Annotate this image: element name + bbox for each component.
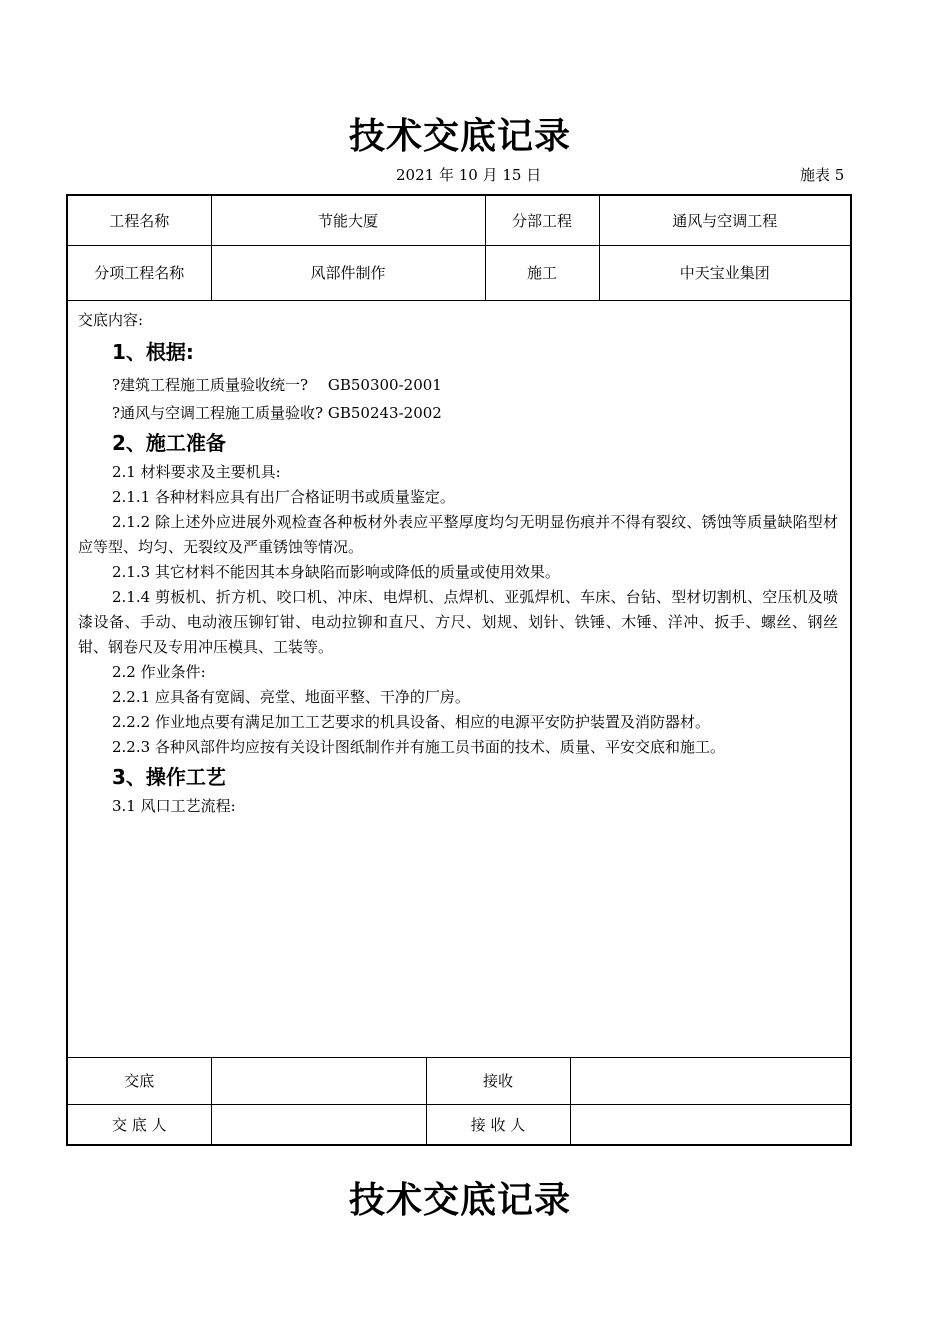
receive-person-label: 接 收 人 (426, 1104, 570, 1144)
record-date: 2021 年 10 月 15 日 (396, 166, 542, 184)
construction-value: 中天宝业集团 (599, 245, 850, 300)
subitem-value: 风部件制作 (211, 245, 485, 300)
para-2-1: 2.1 材料要求及主要机具: (112, 463, 281, 481)
project-info-table (68, 196, 850, 301)
handover-label: 交底 (68, 1058, 211, 1104)
receive-field[interactable] (570, 1058, 850, 1104)
document-title: 技术交底记录 (348, 116, 571, 157)
para-2-1-4: 2.1.4 剪板机、折方机、咬口机、冲床、电焊机、点焊机、亚弧焊机、车床、台钻、型材切割机、空压机及喷漆设备、手动、电动液压铆钉钳、电动拉铆和直尺、方尺、划规、划针、铁锤、木锤、洋冲、扳手、螺丝、钢丝钳、钢卷尺及专用冲压模具、工装等。 (78, 588, 838, 656)
para-2-1-3: 2.1.3 其它材料不能因其本身缺陷而影响或降低的质量或使用效果。 (112, 563, 560, 581)
record-form (66, 194, 852, 1146)
reference-1: ?建筑工程施工质量验收统一? GB50300-2001 (112, 376, 442, 394)
reference-2: ?通风与空调工程施工质量验收? GB50243-2002 (112, 404, 442, 422)
construction-label: 施工 (485, 245, 599, 300)
para-2-2-2: 2.2.2 作业地点要有满足加工工艺要求的机具设备、相应的电源平安防护装置及消防器材。 (112, 713, 710, 731)
signature-table (68, 1058, 850, 1144)
form-number: 施表 5 (800, 166, 845, 184)
division-label: 分部工程 (485, 196, 599, 245)
para-2-2: 2.2 作业条件: (112, 663, 206, 681)
subitem-label: 分项工程名称 (68, 245, 211, 300)
para-3-1: 3.1 风口工艺流程: (112, 797, 236, 815)
receive-label: 接收 (426, 1058, 570, 1104)
handover-content (68, 300, 850, 1058)
para-2-2-1: 2.2.1 应具备有宽阔、亮堂、地面平整、干净的厂房。 (112, 688, 470, 706)
handover-field[interactable] (211, 1058, 426, 1104)
para-2-2-3: 2.2.3 各种风部件均应按有关设计图纸制作并有施工员书面的技术、质量、平安交底和施工。 (112, 738, 725, 756)
project-name-label: 工程名称 (68, 196, 211, 245)
section-1-heading: 1、根据: (112, 340, 194, 364)
next-page-title: 技术交底记录 (348, 1180, 571, 1221)
section-3-heading: 3、操作工艺 (112, 765, 226, 789)
division-value: 通风与空调工程 (599, 196, 850, 245)
para-2-1-2: 2.1.2 除上述外应进展外观检查各种板材外表应平整厚度均匀无明显伤痕并不得有裂纹、锈蚀等质量缺陷型材应等型、均匀、无裂纹及严重锈蚀等情况。 (78, 513, 838, 556)
receive-person-field[interactable] (570, 1104, 850, 1144)
handover-person-label: 交 底 人 (68, 1104, 211, 1144)
project-name-value: 节能大厦 (211, 196, 485, 245)
para-2-1-1: 2.1.1 各种材料应具有出厂合格证明书或质量鉴定。 (112, 488, 455, 506)
content-intro: 交底内容: (78, 311, 144, 329)
handover-person-field[interactable] (211, 1104, 426, 1144)
section-2-heading: 2、施工准备 (112, 431, 226, 455)
